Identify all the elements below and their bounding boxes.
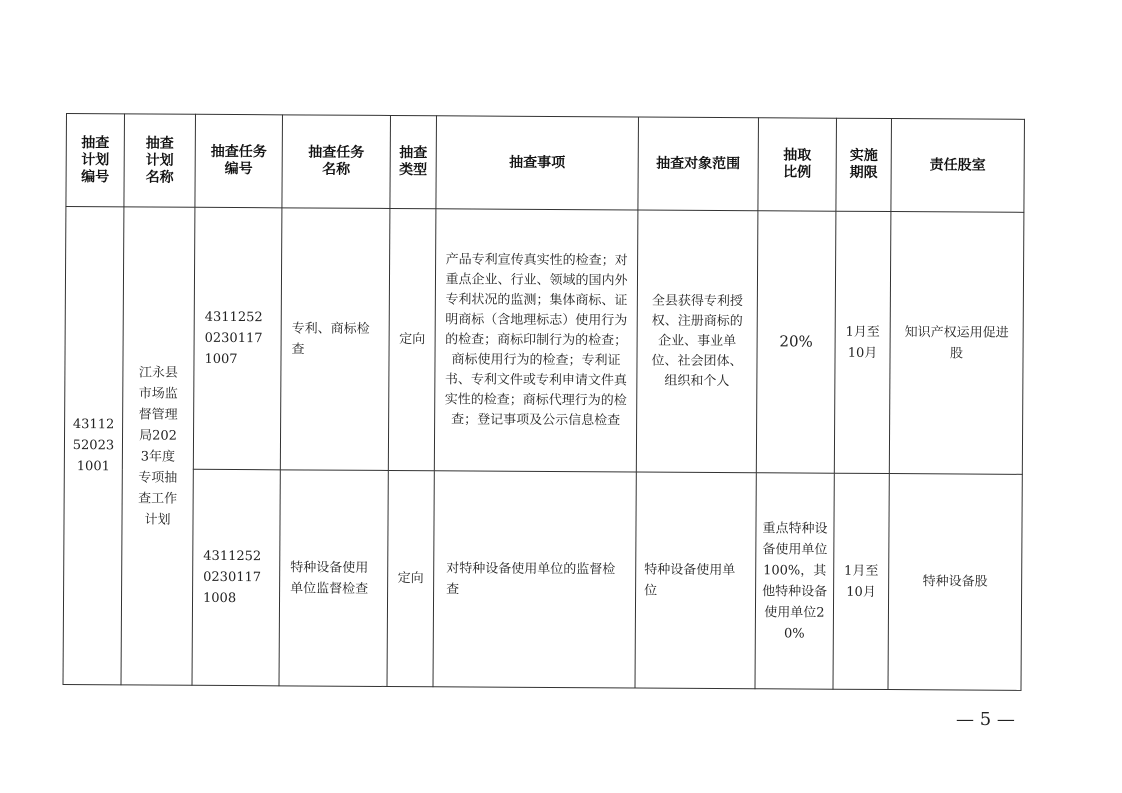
check-items-cell: 产品专利宣传真实性的检查；对重点企业、行业、领域的国内外专利状况的监测；集体商标、证明商标（含地理标志）使用行为的检查；商标印制行为的检查；商标使用行为的检查；专利证书、专利文件或专利申请文件真实性的检查；商标代理行为的检查；登记事项及公示信息检查: [434, 209, 638, 472]
sampling-ratio-cell: 20%: [756, 211, 836, 473]
task-number-cell: 431125202301171007: [193, 207, 282, 470]
sampling-ratio-cell: 重点特种设备使用单位100%，其他特种设备使用单位20%: [755, 473, 834, 689]
header-check-items: 抽查事项: [436, 116, 639, 210]
header-plan-number: 抽查计划编号: [66, 114, 125, 207]
header-check-type: 抽查类型: [390, 115, 437, 208]
period-cell: 1月至10月: [833, 473, 889, 689]
check-type-cell: 定向: [387, 470, 434, 686]
header-sampling-ratio: 抽取比例: [758, 118, 837, 211]
object-scope-cell: 全县获得专利授权、注册商标的企业、事业单位、社会团体、组织和个人: [636, 210, 758, 473]
header-object-scope: 抽查对象范围: [638, 117, 759, 211]
task-name-cell: 特种设备使用单位监督检查: [279, 470, 388, 687]
check-items-cell: 对特种设备使用单位的监督检查: [433, 471, 636, 688]
check-type-cell: 定向: [388, 208, 436, 470]
object-scope-cell: 特种设备使用单位: [635, 472, 756, 689]
table-row: [63, 468, 1022, 690]
task-name-cell: 专利、商标检查: [280, 208, 390, 471]
inspection-plan-table: [63, 113, 1025, 691]
header-task-name: 抽查任务名称: [282, 115, 391, 209]
header-period: 实施期限: [836, 118, 892, 211]
plan-name-cell: 江永县市场监督管理局2023年度专项抽查工作计划: [121, 207, 195, 685]
page-number: — 5 —: [956, 709, 1015, 730]
plan-number-cell: 43112520231001: [63, 207, 124, 685]
responsible-dept-cell: 特种设备股: [888, 474, 1022, 691]
period-cell: 1月至10月: [834, 211, 891, 473]
table-row: [64, 207, 1024, 475]
header-task-number: 抽查任务编号: [195, 114, 283, 208]
header-plan-name: 抽查计划名称: [124, 114, 196, 207]
header-row: [66, 114, 1025, 213]
task-number-cell: 431125202301171008: [192, 469, 280, 686]
header-responsible-dept: 责任股室: [891, 119, 1025, 213]
responsible-dept-cell: 知识产权运用促进股: [889, 212, 1024, 475]
